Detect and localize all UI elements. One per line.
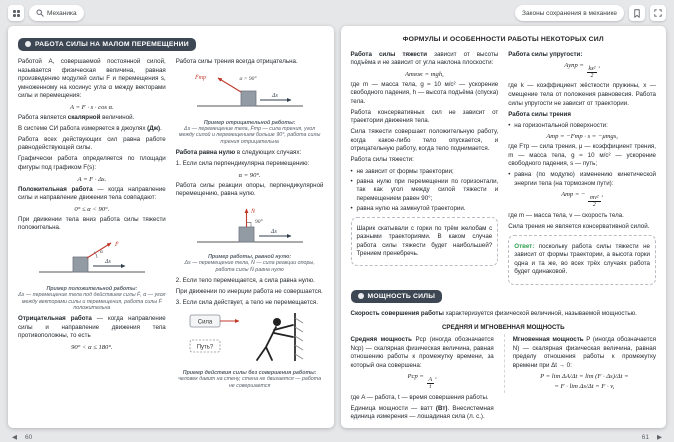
formula-pre: Pср = bbox=[407, 373, 426, 381]
formula-braking-work bbox=[508, 191, 656, 208]
force-label: F̄ bbox=[114, 241, 119, 248]
wall-push-diagram bbox=[187, 310, 313, 364]
figure-positive-work bbox=[18, 236, 166, 313]
paragraph bbox=[18, 114, 166, 123]
right-angle-mark bbox=[246, 222, 251, 227]
numbered-item-3: 3. Если сила действует, а тело не перемещается. bbox=[175, 298, 318, 306]
figure-caption bbox=[18, 286, 166, 313]
fraction-numerator: mv² bbox=[590, 194, 599, 201]
section-title: РАБОТА СИЛЫ НА МАЛОМ ПЕРЕМЕЩЕНИИ bbox=[35, 40, 189, 48]
footer-right-group bbox=[642, 433, 664, 441]
wall-hatch bbox=[295, 354, 303, 359]
section-title: МОЩНОСТЬ СИЛЫ bbox=[367, 292, 436, 300]
angle-label: α > 90° bbox=[239, 75, 257, 82]
paragraph: Сила трения не является консервативной силой. bbox=[508, 222, 650, 230]
section-badge-icon bbox=[358, 293, 364, 299]
figure-caption bbox=[176, 120, 324, 147]
paragraph bbox=[508, 51, 656, 60]
angle-label: 90° bbox=[254, 218, 263, 225]
formula-elastic-work bbox=[508, 62, 656, 79]
paragraph: Работа силы тяжести: bbox=[350, 156, 414, 164]
zero-work-diagram bbox=[191, 202, 309, 248]
block bbox=[239, 227, 254, 242]
page-left bbox=[8, 26, 334, 428]
text-run: . bbox=[160, 124, 162, 132]
paragraph bbox=[508, 111, 656, 120]
page-right bbox=[341, 26, 667, 428]
angle-label: α bbox=[99, 248, 103, 255]
text-run: — когда направление силы и направление движения тела совпадают: bbox=[18, 185, 166, 202]
fraction-numerator: A bbox=[428, 376, 433, 383]
answer-box bbox=[508, 235, 656, 284]
right-column-2 bbox=[508, 48, 656, 285]
question-box bbox=[351, 217, 499, 266]
formula-friction-work: Aтр = −Fтр · s = −μmgs, bbox=[546, 133, 618, 141]
text-run: Работа является bbox=[18, 113, 68, 121]
numbered-item-1: 1. Если сила перпендикулярна перемещению: bbox=[175, 160, 310, 168]
negative-work-diagram bbox=[191, 70, 309, 114]
answer-text bbox=[514, 243, 650, 277]
figure-negative-work bbox=[176, 70, 324, 147]
force-arrow bbox=[87, 243, 111, 258]
text-run-bold: Положительная работа bbox=[18, 185, 93, 193]
paragraph: где m — масса тела, g ≈ 10 м/с² — ускорение свободного падения, h — высота подъёма (спуска) тела. bbox=[350, 80, 499, 105]
bullet-item: • равна (по модулю) изменению кинетической энергии тела (на тормозном пути): bbox=[508, 171, 656, 188]
wall-hatch bbox=[295, 345, 303, 350]
formula-perpendicular-angle: α = 90°. bbox=[238, 171, 261, 179]
right-page-number: 61 bbox=[641, 433, 649, 441]
paragraph bbox=[18, 125, 166, 134]
text-run-bold: Скорость совершения работы bbox=[350, 310, 444, 318]
caption-title: Пример работы, равной нулю: bbox=[208, 253, 292, 260]
displacement-label: Δs bbox=[104, 258, 111, 265]
paragraph: где Fтр — сила трения, μ — коэффициент трения, m — масса тела, g ≈ 10 м/с² — ускорение свободного падения, s — путь; bbox=[508, 143, 656, 168]
paragraph: где k — коэффициент жёсткости пружины, x — смещение тела от положения равновесия. Работа силы упругости не зависит от траектории. bbox=[508, 82, 656, 107]
text-run-bold: Работа силы упругости: bbox=[508, 50, 583, 58]
fullscreen-icon bbox=[654, 9, 662, 17]
prev-page-button[interactable]: ◀ bbox=[12, 434, 17, 441]
formula-pre: Aупр = bbox=[564, 62, 586, 70]
paragraph bbox=[513, 336, 656, 370]
power-column-1 bbox=[351, 334, 494, 425]
figure-zero-work bbox=[176, 202, 324, 274]
paragraph: где A — работа, t — время совершения работы. bbox=[350, 393, 489, 401]
force-label: N̄ bbox=[250, 208, 255, 215]
toolbar-right-group bbox=[515, 5, 666, 21]
text-run: Единица мощности — ватт bbox=[350, 404, 436, 412]
next-page-button[interactable]: ▶ bbox=[657, 434, 662, 441]
text-run: P (иногда обозначается N) — скалярная физическая величина, равная пределу отношения работы к промежутку времени при Δt → 0: bbox=[512, 336, 656, 369]
footer-left-group bbox=[10, 433, 32, 441]
paragraph bbox=[351, 405, 494, 422]
text-run: в следующих случаях: bbox=[235, 149, 302, 157]
text-run-bold: Работа равна нулю bbox=[175, 149, 236, 157]
bullet-item: • на горизонтальной поверхности: bbox=[508, 122, 656, 131]
formula-positive-angle: 0° ≤ α < 90°. bbox=[74, 205, 110, 213]
reader-footer bbox=[10, 433, 664, 441]
right-page-title: ФОРМУЛЫ И ОСОБЕННОСТИ РАБОТЫ НЕКОТОРЫХ СИЛ bbox=[402, 36, 604, 43]
text-run: В системе СИ работа измеряется в джоулях bbox=[18, 124, 148, 132]
wall-hatch bbox=[295, 336, 303, 341]
text-run-bold: Отрицательная работа bbox=[18, 315, 92, 323]
apps-grid-icon bbox=[13, 10, 20, 17]
text-run: Pср (иногда обозначается Nср) — скалярная физическая величина, равная отношению работы к промежутку времени, за который она совершена: bbox=[350, 336, 494, 369]
paragraph: При движении тела вниз работа силы тяжести положительна. bbox=[18, 215, 166, 232]
fullscreen-button[interactable] bbox=[650, 5, 666, 21]
paragraph bbox=[351, 51, 499, 68]
left-page-number: 60 bbox=[25, 433, 33, 441]
text-run: характеризуется физической величиной, называемой мощностью. bbox=[443, 310, 637, 318]
displacement-label: Δs bbox=[271, 92, 278, 99]
paragraph bbox=[351, 336, 494, 370]
formula-post: , bbox=[435, 373, 437, 381]
caption-title: Пример действия силы без совершения работы: bbox=[182, 370, 317, 377]
figure-force-no-work bbox=[176, 310, 324, 390]
text-run: поскольку работа силы тяжести не зависит от формы траектории, а высота горки одна и та же, во всех трёх случаях работа будет одинаковой. bbox=[514, 242, 650, 276]
text-run: зависит от высоты подъёма и не зависит от угла наклона плоскости: bbox=[350, 50, 499, 67]
force-label: F̄тр bbox=[194, 74, 206, 81]
caption-text: человек давит на стену, стена не двигается — работа не совершается bbox=[178, 376, 322, 390]
section-badge-icon bbox=[25, 41, 31, 47]
block bbox=[241, 91, 256, 106]
text-run-bold: (Дж) bbox=[147, 124, 161, 132]
bookmark-button[interactable] bbox=[629, 5, 645, 21]
formula-instant-power-line2: = F · lim Δs/Δt = F · v, bbox=[554, 383, 615, 391]
paragraph: Работа силы трения всегда отрицательна. bbox=[175, 58, 298, 65]
fraction-denominator: 2 bbox=[592, 202, 596, 209]
search-label: Механика bbox=[47, 9, 77, 17]
caption-text: Δs — перемещение тела под действием силы F̄, α — угол между векторами силы и перемещения, работа силы F̄ положительна bbox=[18, 291, 166, 312]
fraction bbox=[587, 66, 598, 80]
paragraph: Графически работа определяется по площади фигуры под графиком F(s): bbox=[18, 155, 166, 171]
chapter-label: Законы сохранения в механике bbox=[522, 9, 617, 17]
formula-average-power bbox=[351, 373, 494, 390]
paragraph: Сила тяжести совершает положительную работу, когда какое-либо тело опускается, и отрицательную работу, когда тело поднимается. bbox=[350, 128, 499, 153]
formula-pre: Aтр = − bbox=[561, 191, 588, 199]
book-spread bbox=[8, 26, 666, 428]
text-run-bold: (Вт) bbox=[435, 404, 448, 412]
paragraph bbox=[18, 186, 166, 203]
section-badge-power bbox=[351, 290, 443, 303]
friction-force-arrow bbox=[218, 78, 241, 92]
text-run: — когда направление силы и направление движения тела противоположны, то есть bbox=[18, 315, 166, 340]
apps-menu-button[interactable] bbox=[8, 5, 24, 21]
formula-post: , bbox=[601, 191, 604, 199]
caption-text: Δs — перемещение тела, N̄ — сила реакции опоры, работа силы N̄ равна нулю bbox=[184, 259, 315, 273]
fraction-numerator: kx² bbox=[588, 65, 596, 72]
paragraph bbox=[176, 149, 324, 158]
text-run-bold: Работа силы тяжести bbox=[350, 50, 428, 58]
force-box-label: Сила bbox=[197, 319, 212, 326]
formula-work-definition: A = F · s · cos α. bbox=[70, 103, 114, 111]
fraction-denominator: t bbox=[429, 384, 432, 391]
formula-gravity-work: Aтяж = mgh, bbox=[404, 70, 444, 78]
paragraph: где m — масса тела, v — скорость тела. bbox=[508, 211, 624, 219]
figure-caption bbox=[176, 254, 324, 274]
text-run-bold: Работа силы трения bbox=[508, 110, 571, 118]
chapter-breadcrumb[interactable] bbox=[515, 5, 624, 21]
person-body bbox=[257, 325, 293, 360]
power-columns bbox=[351, 334, 657, 425]
figure-caption bbox=[176, 370, 324, 390]
left-column-2 bbox=[176, 56, 324, 394]
wall-hatch bbox=[295, 318, 303, 323]
left-column-1 bbox=[18, 56, 166, 354]
caption-title: Пример отрицательной работы: bbox=[203, 119, 296, 126]
paragraph: Работа всех действующих сил равна работе равнодействующей силы. bbox=[18, 135, 166, 152]
text-run-bold: Мгновенная мощность bbox=[512, 336, 584, 344]
search-icon bbox=[36, 9, 44, 17]
text-run: . Внесистемная единица измерения — лошадиная сила (л. с.). bbox=[350, 404, 494, 421]
positive-work-diagram bbox=[33, 236, 151, 280]
right-column-1 bbox=[351, 48, 499, 266]
text-run-bold: Средняя мощность bbox=[350, 336, 412, 344]
paragraph: Работа силы реакции опоры, перпендикулярной перемещению, равна нулю. bbox=[175, 181, 324, 198]
caption-title: Пример положительной работы: bbox=[46, 285, 138, 292]
formula-graphical-work: A = F · Δs. bbox=[77, 175, 107, 183]
fraction bbox=[427, 377, 435, 391]
paragraph: При движении по инерции работа не совершается. bbox=[175, 287, 323, 295]
formula-negative-angle: 90° < α ≤ 180°. bbox=[71, 343, 113, 351]
question-text: Шарик скатывали с горки по трём желобам с разными траекториями. В каком случае работа силы тяжести будет наибольшей? Трением пренебречь. bbox=[356, 224, 493, 258]
paragraph: Работа консервативных сил не зависит от траектории движения тела. bbox=[350, 108, 499, 125]
power-subheading: СРЕДНЯЯ И МГНОВЕННАЯ МОЩНОСТЬ bbox=[441, 323, 565, 331]
person-head bbox=[273, 318, 281, 326]
formula-post: , bbox=[598, 62, 601, 70]
power-column-2 bbox=[504, 334, 656, 394]
text-run-bold: скалярной bbox=[67, 113, 101, 121]
path-box-label: Путь? bbox=[196, 344, 213, 351]
text-run: величиной. bbox=[100, 113, 135, 121]
search-bar[interactable] bbox=[29, 5, 84, 21]
left-page-columns bbox=[18, 56, 324, 394]
right-page-columns bbox=[351, 48, 657, 285]
answer-label: Ответ: bbox=[514, 242, 535, 250]
block bbox=[73, 257, 88, 272]
wall-hatch bbox=[295, 327, 303, 332]
top-toolbar bbox=[8, 4, 666, 22]
paragraph bbox=[351, 310, 657, 319]
bullet-item: • равна нулю на замкнутой траектории. bbox=[351, 205, 499, 214]
fraction-denominator: 2 bbox=[590, 73, 594, 80]
caption-text: Δs — перемещение тела, F̄тр — сила трения, угол между силой и перемещением больше 90°, работа силы трения отрицательна bbox=[178, 125, 321, 146]
bookmark-icon bbox=[633, 9, 641, 18]
paragraph: Работой A, совершаемой постоянной силой, называется физическая величина, равная произведению модулей силы F и перемещения s, умноженному на косинус угла α между векторами силы и перемещения: bbox=[18, 58, 166, 100]
displacement-label: Δs bbox=[270, 228, 277, 235]
section-badge-work bbox=[18, 38, 196, 51]
paragraph bbox=[18, 315, 166, 341]
toolbar-left-group bbox=[8, 5, 84, 21]
numbered-item-2: 2. Если тело перемещается, а сила равна нулю. bbox=[175, 276, 315, 284]
bullet-item: • равна нулю при перемещении по горизонтали, так как угол между силой тяжести и перемещением равен 90°; bbox=[351, 178, 499, 204]
formula-instant-power-line1: P = lim ΔA/Δt = lim (F · Δs)/Δt = bbox=[540, 373, 629, 381]
fraction bbox=[588, 195, 601, 209]
bullet-item: • не зависит от формы траектории; bbox=[351, 168, 499, 177]
